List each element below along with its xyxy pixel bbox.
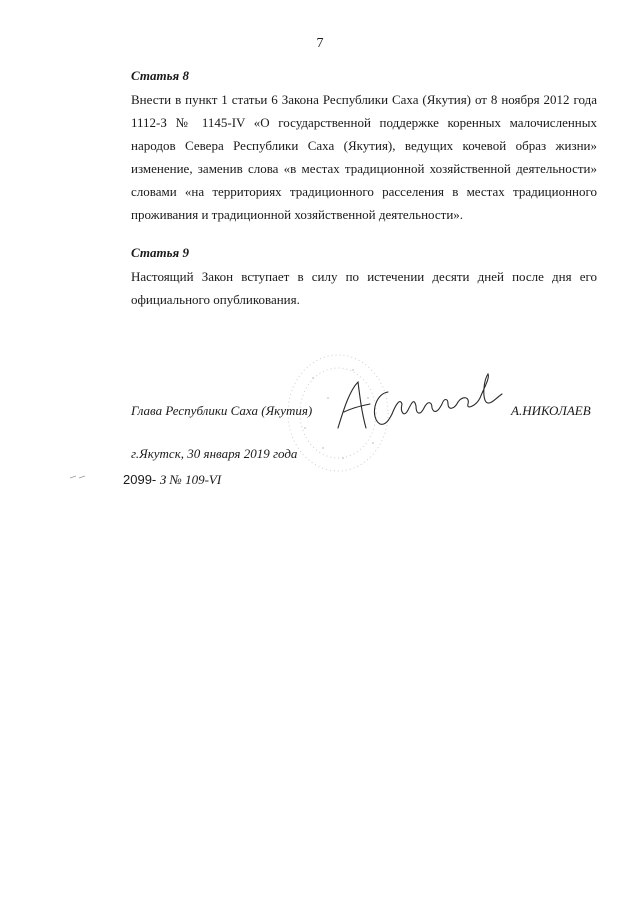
margin-mark — [68, 472, 88, 482]
signatory-title: Глава Республики Саха (Якутия) — [131, 403, 313, 418]
handwritten-signature — [330, 368, 510, 440]
article-9-text — [131, 265, 597, 311]
article-9-body: Настоящий Закон вступает в силу по истечении десяти дней после дня его официального опубликования. — [131, 269, 597, 307]
signatory-name: А.НИКОЛАЕВ — [511, 403, 591, 418]
registration-prefix: 2099- — [123, 472, 157, 487]
article-8-text — [131, 88, 597, 226]
article-8-body: Внести в пункт 1 статьи 6 Закона Республики Саха (Якутия) от 8 ноября 2012 года 1112-З № 1145-IV «О государственной поддержке коренных малочисленных народов Севера Республики Саха (Якутия), ведущих кочевой образ жизни» изменение, заменив слова «в местах традиционной хозяйственной деятельности» словами «на территориях традиционного расселения в местах традиционного проживания и традиционной хозяйственной деятельности». — [131, 92, 597, 222]
registration-number — [123, 472, 221, 488]
registration-law-number: З № 109-VI — [159, 472, 222, 487]
article-9-heading: Статья 9 — [131, 245, 189, 260]
page-number: 7 — [316, 36, 324, 51]
article-8-heading: Статья 8 — [131, 68, 189, 83]
place-and-date: г.Якутск, 30 января 2019 года — [131, 446, 298, 461]
